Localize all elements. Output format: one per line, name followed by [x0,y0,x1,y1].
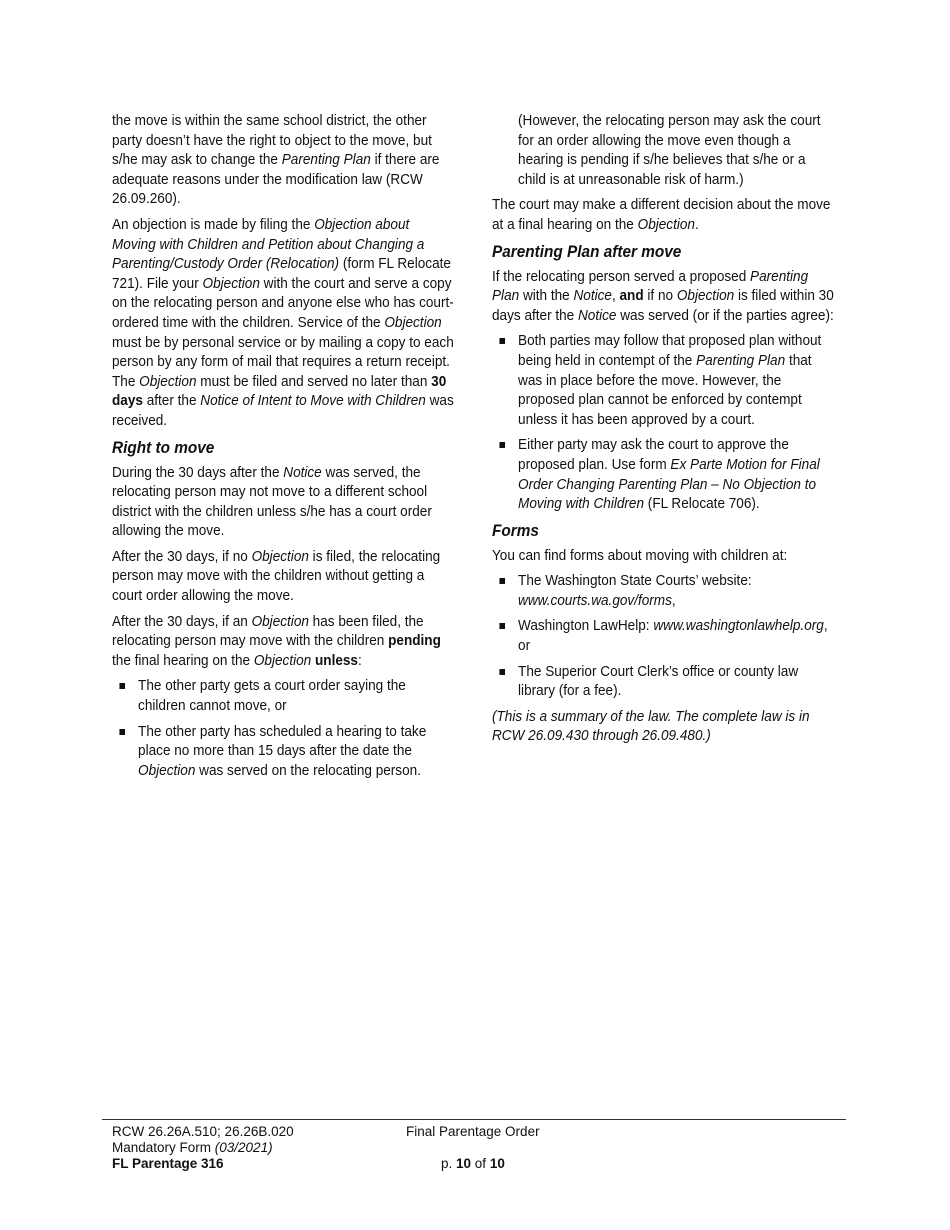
list-item: The Superior Court Clerk’s office or county law library (for a fee). [492,663,836,702]
paragraph-objection-filed: After the 30 days, if an Objection has been filed, the relocating person may move with the children pending the final hearing on the Objection unless: [112,613,441,669]
footer-mandatory: Mandatory Form (03/2021) [112,1140,273,1155]
law-summary-note: (This is a summary of the law. The complete law is in RCW 26.09.430 through 26.09.480.) [492,708,810,745]
courts-website-link[interactable]: www.courts.wa.gov/forms [518,592,672,609]
paragraph-during-30-days: During the 30 days after the Notice was served, the relocating person may not move to a different school district with the children unless s/he has a court order allowing the move. [112,464,432,540]
list-item: The Washington State Courts’ website: www.courts.wa.gov/forms, [492,572,836,611]
heading-forms: Forms [492,521,539,540]
paragraph-proposed-plan: If the relocating person served a proposed Parenting Plan with the Notice, and if no Objection is filed within 30 days after the Notice was served (or if the parties agree): [492,268,834,324]
paragraph-modification: the move is within the same school district, the other party doesn’t have the right to object to the move, but s/he may ask to change the Parenting Plan if there are adequate reasons under the modification law (RCW 26.09.260). [112,113,440,208]
heading-parenting-plan-after-move: Parenting Plan after move [492,242,682,261]
left-column [112,112,454,787]
forms-list [492,572,836,702]
paragraph-forms-intro: You can find forms about moving with children at: [492,547,788,564]
list-item: Either party may ask the court to approve the proposed plan. Use form Ex Parte Motion for Final Order Changing Parenting Plan – No Objection to Moving with Children (FL Relocate 706). [492,436,836,514]
paragraph-court-decision: The court may make a different decision about the move at a final hearing on the Objection. [492,197,831,233]
right-column [492,112,836,753]
footer-form-id: FL Parentage 316 [112,1156,224,1171]
heading-right-to-move: Right to move [112,438,215,457]
plan-list [492,332,836,514]
paragraph-no-objection: After the 30 days, if no Objection is filed, the relocating person may move with the children without getting a court order allowing the move. [112,548,441,605]
list-item: Washington LawHelp: www.washingtonlawhelp.org, or [492,617,836,656]
unless-list [112,677,454,781]
paragraph-continued-note: (However, the relocating person may ask the court for an order allowing the move even though a hearing is pending if s/he believes that s/he or a child is at unreasonable risk of harm.) [518,113,821,188]
list-item: The other party gets a court order saying the children cannot move, or [112,677,454,716]
footer-rcw: RCW 26.26A.510; 26.26B.020 [112,1124,294,1139]
lawhelp-website-link[interactable]: www.washingtonlawhelp.org [653,618,824,635]
paragraph-objection-filing: An objection is made by filing the Objection about Moving with Children and Petition about Changing a Parenting/Custody Order (Relocation) (form FL Relocate 721). File your Objection with the court and serve a copy on the relocating person and anyone else who has court-ordered time with the children. Service of the Objection must be by personal service or by mailing a copy to each person by any form of mail that requires a return receipt. The Objection must be filed and served no later than 30 days after the Notice of Intent to Move with Children was received. [112,216,454,429]
footer-divider [102,1119,846,1120]
list-item: The other party has scheduled a hearing to take place no more than 15 days after the date the Objection was served on the relocating person. [112,723,454,782]
list-item: Both parties may follow that proposed plan without being held in contempt of the Parenting Plan that was in place before the move. However, the proposed plan cannot be enforced by contempt unless it has been approved by a court. [492,332,836,430]
footer-form-title: Final Parentage Order [406,1124,540,1139]
footer-page-number: p. 10 of 10 [441,1156,505,1171]
footer-form-info [112,1124,294,1172]
